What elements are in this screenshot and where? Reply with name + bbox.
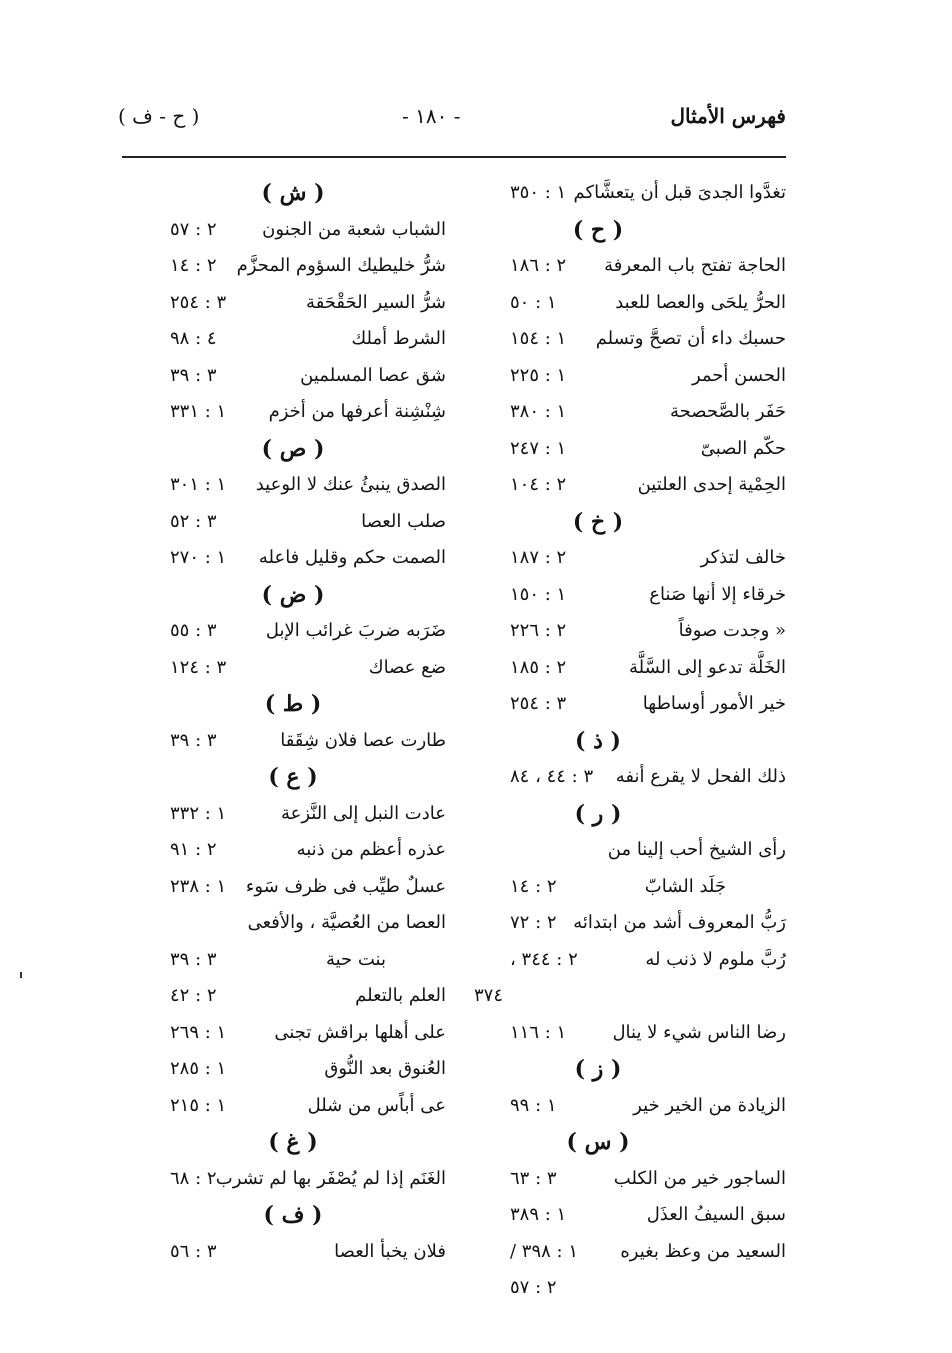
proverb-text: سبق السيفُ العذَل <box>646 1204 786 1225</box>
proverb-text: شِنْشِنة أعرفها من أخزم <box>268 401 446 422</box>
volume-page-reference: ٢ : ١٤ <box>170 255 217 276</box>
volume-page-reference: ٣ : ٥٦ <box>170 1240 217 1262</box>
index-entry <box>130 723 446 760</box>
index-entry <box>130 978 446 1015</box>
index-entry <box>130 248 446 285</box>
section-letter-heading: ( غ ) <box>268 1129 318 1155</box>
index-entry <box>130 1015 446 1052</box>
proverb-text: عسلٌ طيِّب فى ظرف سَوء <box>245 875 446 897</box>
page-number: - ١٨٠ - <box>402 104 461 128</box>
proverb-text: رَبُّ المعروف أشد من ابتدائه <box>573 912 786 933</box>
index-entry <box>130 285 446 322</box>
volume-page-reference: ١ : ٩٩ <box>510 1094 557 1116</box>
section-letter-heading: ( ع ) <box>268 764 318 790</box>
volume-page-reference: ٢ : ١٨٦ <box>510 255 567 276</box>
proverb-text: العصا من العُصيَّة ، والأفعى <box>247 912 446 933</box>
volume-page-reference: ٣ : ٦٣ <box>510 1167 557 1189</box>
section-letter-heading: ( ش ) <box>261 180 325 206</box>
volume-page-reference: ٢ : ١٨٥ <box>510 656 567 678</box>
proverb-text: خالف لتذكر <box>700 547 786 568</box>
volume-page-reference: ١ : ٣٠١ <box>170 474 227 495</box>
proverb-text: حسبك داء أن تصحَّ وتسلم <box>595 328 786 349</box>
volume-page-reference: ١ : ٣٣٢ <box>170 802 227 824</box>
volume-page-reference: ٢ : ٧٢ <box>510 912 557 933</box>
proverb-text: السعيد من وعظ بغيره <box>620 1240 786 1262</box>
proverb-text: ضع عصاك <box>368 656 446 678</box>
index-entry <box>130 832 446 869</box>
volume-page-reference: ١ : ١٥٤ <box>510 328 567 349</box>
index-entry <box>470 759 786 796</box>
index-entry <box>130 504 446 541</box>
volume-page-reference: ٣ : ٤٤ ، ٨٤ <box>510 766 594 787</box>
proverb-text: شرُّ خليطيك السؤوم المحزَّم <box>236 255 446 276</box>
index-entry <box>470 285 786 322</box>
volume-page-reference: ٣ : ٥٥ <box>170 620 217 641</box>
index-entry <box>130 321 446 358</box>
proverb-text: صلب العصا <box>361 510 446 532</box>
proverb-text: رأى الشيخ أحب إلينا من <box>607 839 786 860</box>
proverb-text: حَفَر بالصَّحصحة <box>670 401 786 422</box>
index-entry <box>130 540 446 577</box>
volume-page-reference: ٣٧٤ <box>474 985 504 1006</box>
proverb-text: خرقاء إلا أنها صَناع <box>649 583 786 605</box>
proverb-text: الساجور خير من الكلب <box>613 1167 786 1189</box>
section-letter-heading: ( ض ) <box>261 581 325 608</box>
index-entry <box>470 1161 786 1198</box>
index-entry <box>470 978 786 1015</box>
volume-page-reference: ١ : ٢٧٠ <box>170 547 227 568</box>
volume-page-reference: ٣ : ٢٥٤ <box>170 291 227 313</box>
proverb-text: الصدق ينبئُ عنك لا الوعيد <box>255 474 446 495</box>
index-entry <box>130 613 446 650</box>
proverb-text: « وجدت صوفاً <box>678 620 786 641</box>
index-entry <box>470 467 786 504</box>
margin-mark <box>20 972 22 978</box>
index-entry <box>470 394 786 431</box>
volume-page-reference: ٢ : ٩١ <box>170 839 217 860</box>
volume-page-reference: ٣ : ٣٩ <box>170 364 217 386</box>
proverb-text: جَلَد الشابّ <box>644 875 726 897</box>
volume-page-reference: ١ : ٣٨٠ <box>510 401 567 422</box>
running-title: فهرس الأمثال <box>670 104 786 128</box>
proverb-text: حكّم الصبىّ <box>700 437 786 459</box>
index-entry <box>470 321 786 358</box>
proverb-text: الخَلَّة تدعو إلى السَّلَّة <box>628 656 786 678</box>
section-letter-heading: ( ز ) <box>574 1056 622 1082</box>
proverb-text: العلم بالتعلم <box>355 985 446 1006</box>
volume-page-reference: ٢ : ١٠٤ <box>510 474 567 495</box>
proverb-text: الحاجة تفتح باب المعرفة <box>604 255 786 276</box>
proverb-text: الشباب شعبة من الجنون <box>262 218 446 240</box>
volume-page-reference: ١ : ٣٨٩ <box>510 1204 567 1225</box>
index-entry <box>130 1161 446 1198</box>
section-letter-heading: ( ف ) <box>263 1202 323 1228</box>
section-letter-heading: ( ر ) <box>574 800 622 827</box>
index-entry <box>130 358 446 395</box>
proverb-text: عادت النبل إلى النَّزعة <box>280 802 446 824</box>
volume-page-reference: ١ : ٣٣١ <box>170 401 227 422</box>
section-letter-heading: ( خ ) <box>572 508 624 535</box>
index-entry <box>470 686 786 723</box>
volume-page-reference: ٣ : ٥٢ <box>170 510 217 532</box>
volume-page-reference: ١ : ١٥٠ <box>510 583 567 605</box>
index-entry <box>470 613 786 650</box>
volume-page-reference: ١ : ٢٢٥ <box>510 364 567 386</box>
index-entry <box>130 1088 446 1125</box>
volume-page-reference: ٤ : ٩٨ <box>170 328 217 349</box>
proverb-text: تغدَّوا الجدىَ قبل أن يتعشَّاكم <box>573 182 786 203</box>
proverb-text: رضا الناس شيء لا ينال <box>612 1021 786 1043</box>
volume-page-reference: ٢ : ٦٨ <box>170 1167 217 1189</box>
proverb-text: الغَنَم إذا لم يُصْفَر بها لم تشرب <box>215 1167 446 1189</box>
index-entry <box>130 869 446 906</box>
index-entry <box>470 869 786 906</box>
proverb-text: الحسن أحمر <box>691 364 786 386</box>
index-entry <box>470 540 786 577</box>
index-entry <box>130 467 446 504</box>
proverb-text: ذلك الفحل لا يقرع أنفه <box>615 766 786 787</box>
section-letter-heading: ( ط ) <box>264 691 322 717</box>
index-entry <box>130 1051 446 1088</box>
proverb-text: رُبَّ ملوم لا ذنب له <box>645 948 786 970</box>
index-entry <box>470 1015 786 1052</box>
section-letter-heading: ( س ) <box>566 1129 630 1155</box>
volume-page-reference: ١ : ٢٤٧ <box>510 437 567 459</box>
index-entry <box>470 1234 786 1271</box>
volume-page-reference: ٢ : ٥٧ <box>510 1277 557 1298</box>
volume-page-reference: ٢ : ٥٧ <box>170 218 217 240</box>
index-entry <box>470 431 786 468</box>
section-letter-heading: ( ح ) <box>572 216 624 243</box>
index-entry <box>470 905 786 942</box>
index-entry <box>470 650 786 687</box>
volume-page-reference: ٣ : ٣٩ <box>170 729 217 751</box>
header-rule <box>122 156 786 158</box>
index-column-right <box>470 175 786 1298</box>
index-entry <box>130 394 446 431</box>
proverb-text: العُنوق بعد النُّوق <box>324 1058 446 1079</box>
volume-page-reference: ١ : ٢٣٨ <box>170 875 227 897</box>
proverb-text: خير الأمور أوساطها <box>642 693 786 714</box>
volume-page-reference: ١ : ١١٦ <box>510 1021 567 1043</box>
proverb-text: الصمت حكم وقليل فاعله <box>258 547 446 568</box>
volume-page-reference: ٢ : ٢٢٦ <box>510 620 567 641</box>
index-entry <box>470 1270 786 1307</box>
proverb-text: بنت حية <box>325 948 386 970</box>
proverb-text: ضَرَبه ضربَ غرائب الإبل <box>265 620 446 641</box>
proverb-text: على أهلها براقش تجنى <box>274 1021 446 1043</box>
proverb-text: الحِمْية إحدى العلتين <box>637 474 786 495</box>
index-entry <box>130 650 446 687</box>
volume-page-reference: ٢ : ١٨٧ <box>510 547 567 568</box>
proverb-text: فلان يخبأ العصا <box>334 1240 446 1262</box>
index-entry <box>130 942 446 979</box>
proverb-text: الحرُّ يلحَى والعصا للعبد <box>615 291 786 313</box>
index-entry <box>130 212 446 249</box>
index-column-left <box>130 175 446 1285</box>
volume-page-reference: ٣ : ٣٩ <box>170 948 217 970</box>
volume-page-reference: ٢ : ١٤ <box>510 875 557 897</box>
index-entry <box>470 1088 786 1125</box>
volume-page-reference: ١ : ٣٥٠ <box>510 182 567 203</box>
index-entry <box>470 832 786 869</box>
volume-page-reference: ٢ : ٤٢ <box>170 985 217 1006</box>
index-entry <box>130 796 446 833</box>
proverb-text: الشرط أملك <box>351 328 446 349</box>
index-entry <box>470 942 786 979</box>
volume-page-reference: ١ : ٢١٥ <box>170 1094 227 1116</box>
index-entry <box>470 1197 786 1234</box>
index-entry <box>470 358 786 395</box>
proverb-text: شرُّ السير الحَقْحَقة <box>306 291 446 313</box>
volume-page-reference: ١ : ٣٩٨ / <box>510 1240 578 1262</box>
volume-page-reference: ٢ : ٣٤٤ ، <box>510 948 578 970</box>
proverb-text: عى أباًس من شلل <box>307 1094 446 1116</box>
index-entry <box>470 577 786 614</box>
section-letter-heading: ( ص ) <box>261 435 325 462</box>
proverb-text: شق عصا المسلمين <box>300 364 446 386</box>
proverb-text: الزيادة من الخير خير <box>633 1094 786 1116</box>
volume-page-reference: ١ : ٢٦٩ <box>170 1021 227 1043</box>
index-entry <box>130 1234 446 1271</box>
volume-page-reference: ٣ : ١٢٤ <box>170 656 227 678</box>
index-entry <box>130 905 446 942</box>
index-entry <box>470 248 786 285</box>
proverb-text: عذره أعظم من ذنبه <box>296 839 446 860</box>
volume-page-reference: ١ : ٥٠ <box>510 291 557 313</box>
volume-page-reference: ١ : ٢٨٥ <box>170 1058 227 1079</box>
volume-page-reference: ٣ : ٢٥٤ <box>510 693 567 714</box>
proverb-text: طارت عصا فلان شِقَقا <box>280 729 446 751</box>
section-letter-heading: ( ذ ) <box>575 727 621 754</box>
letter-range: ( ح - ف ) <box>118 104 200 128</box>
index-entry <box>470 175 786 212</box>
